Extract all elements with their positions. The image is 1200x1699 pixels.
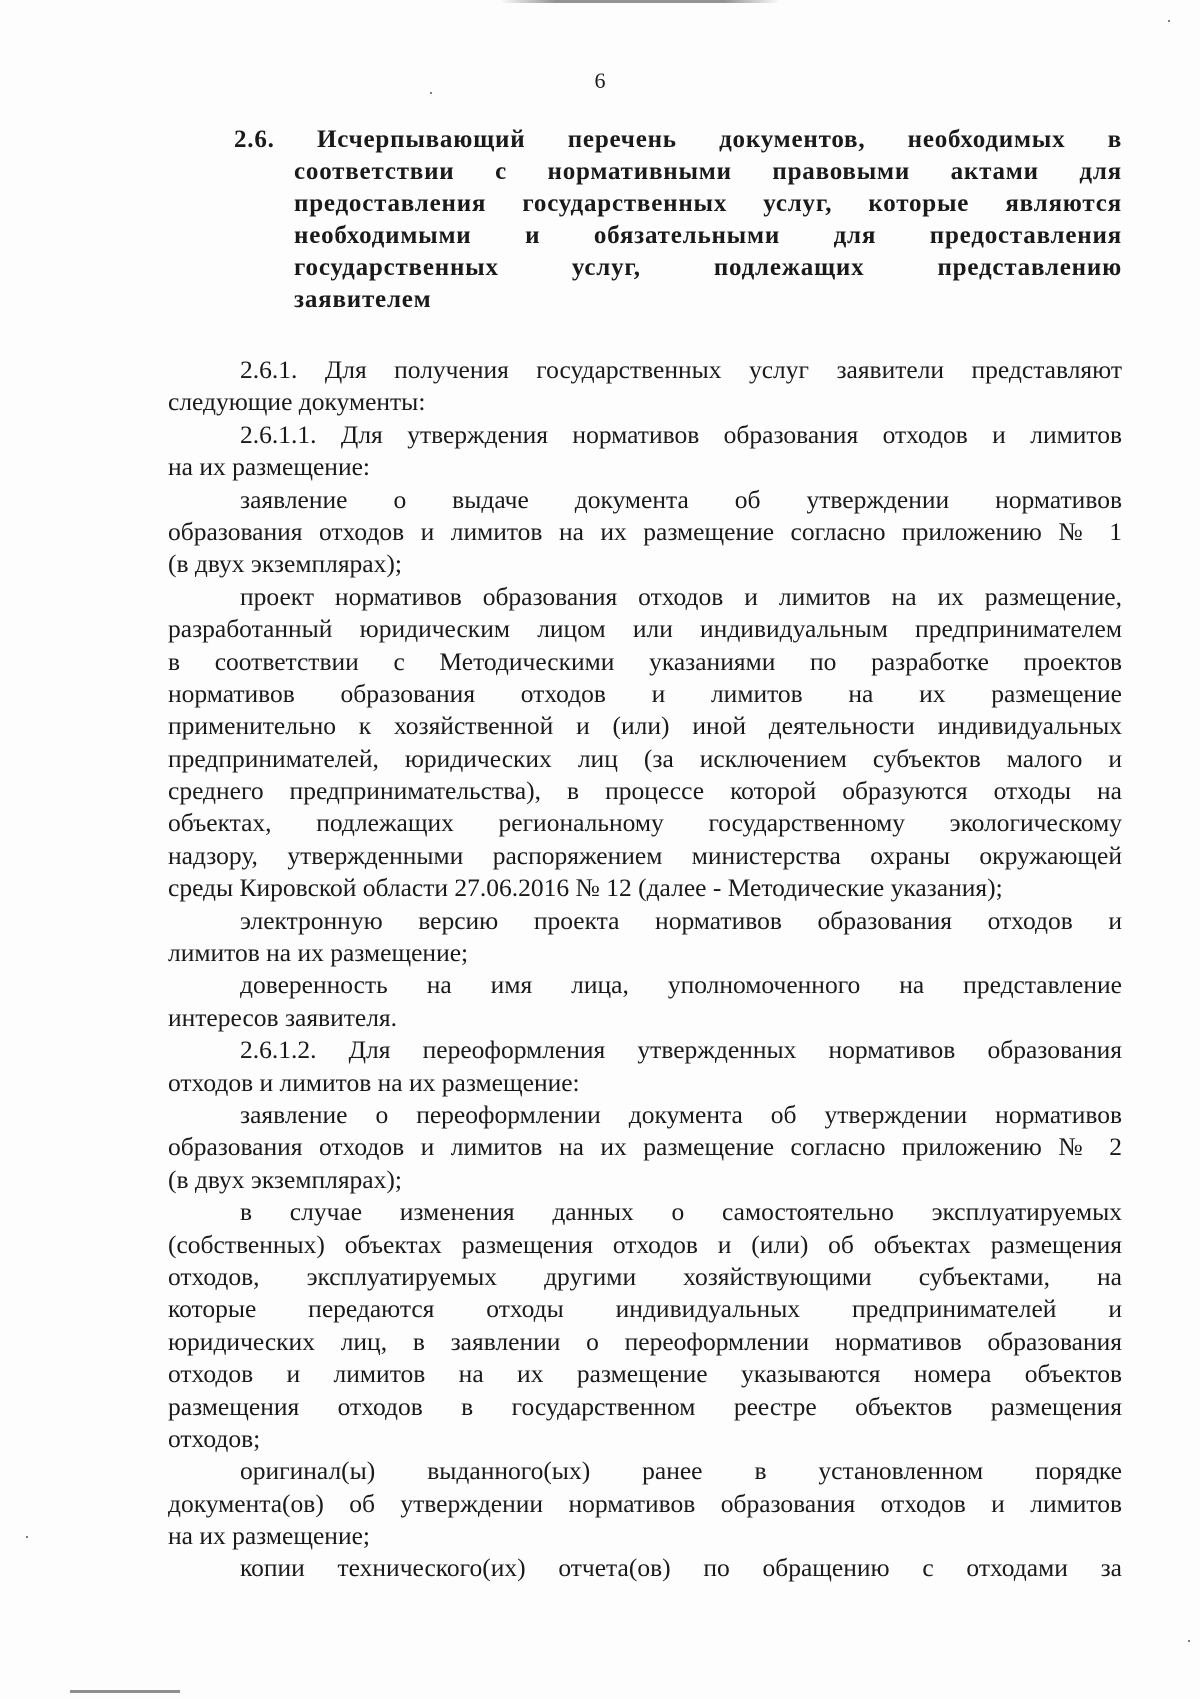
paragraph-line: юридических лиц, в заявлении о переоформлении нормативов образования <box>168 1326 1122 1356</box>
paragraph-line: среды Кировской области 27.06.2016 № 12 (далее - Методические указания); <box>168 873 1003 903</box>
paragraph-line: документа(ов) об утверждении нормативов образования отходов и лимитов <box>168 1488 1122 1518</box>
paragraph-line: копии технического(их) отчета(ов) по обращению с отходами за <box>240 1553 1122 1583</box>
paragraph-line: отходов и лимитов на их размещение: <box>168 1067 580 1097</box>
heading-line: государственных услуг, подлежащих представлению <box>294 254 1122 281</box>
body-text <box>168 354 1122 1585</box>
paragraph-line: 2.6.1.1. Для утверждения нормативов образования отходов и лимитов <box>240 419 1122 449</box>
paragraph-line: 2.6.1. Для получения государственных услуг заявители представляют <box>240 355 1122 384</box>
scan-artifact-top <box>500 0 780 3</box>
paragraph-line: объектах, подлежащих региональному государственному экологическому <box>168 808 1122 838</box>
paragraph-line: оригинал(ы) выданного(ых) ранее в установленном порядке <box>240 1456 1122 1486</box>
scan-speck <box>1168 20 1170 22</box>
paragraph-line: проект нормативов образования отходов и лимитов на их размещение, <box>240 581 1122 611</box>
scan-artifact-bottom <box>70 1690 180 1693</box>
paragraph-line: доверенность на имя лица, уполномоченного на представление <box>240 970 1122 1000</box>
paragraph-line: образования отходов и лимитов на их размещение согласно приложению № 1 <box>168 516 1122 546</box>
paragraph-line: разработанный юридическим лицом или индивидуальным предпринимателем <box>168 614 1122 644</box>
paragraph-line: лимитов на их размещение; <box>168 938 469 968</box>
page-number: 6 <box>594 68 606 93</box>
heading-line: необходимыми и обязательными для предоставления <box>294 222 1122 249</box>
paragraph-line: нормативов образования отходов и лимитов на их размещение <box>168 678 1122 708</box>
paragraph-line: (в двух экземплярах); <box>168 1164 402 1194</box>
paragraph-line: надзору, утвержденными распоряжением министерства охраны окружающей <box>168 840 1122 870</box>
paragraph-line: электронную версию проекта нормативов образования отходов и <box>240 905 1122 935</box>
scan-speck <box>26 1536 28 1538</box>
paragraph-line: отходов; <box>168 1423 261 1453</box>
paragraph-line: интересов заявителя. <box>168 1002 398 1032</box>
heading-line: заявителем <box>294 286 432 313</box>
paragraph-line: 2.6.1.2. Для переоформления утвержденных нормативов образования <box>240 1035 1122 1065</box>
paragraph-line: на их размещение: <box>168 452 370 482</box>
heading-line: 2.6. Исчерпывающий перечень документов, необходимых в <box>234 126 1122 153</box>
heading-line: предоставления государственных услуг, которые являются <box>294 190 1122 217</box>
section-heading <box>234 124 1122 316</box>
paragraph-line: следующие документы: <box>168 387 426 417</box>
paragraph-line: применительно к хозяйственной и (или) иной деятельности индивидуальных <box>168 711 1122 741</box>
paragraph-line: образования отходов и лимитов на их размещение согласно приложению № 2 <box>168 1132 1122 1162</box>
paragraph-line: в случае изменения данных о самостоятельно эксплуатируемых <box>240 1197 1122 1227</box>
paragraph-line: (в двух экземплярах); <box>168 549 402 579</box>
paragraph-line: отходов, эксплуатируемых другими хозяйствующими субъектами, на <box>168 1261 1122 1291</box>
paragraph-line: в соответствии с Методическими указаниями по разработке проектов <box>168 646 1122 676</box>
paragraph-line: предпринимателей, юридических лиц (за исключением субъектов малого и <box>168 743 1122 773</box>
paragraph-line: (собственных) объектах размещения отходов и (или) об объектах размещения <box>168 1229 1122 1259</box>
paragraph-line: отходов и лимитов на их размещение указываются номера объектов <box>168 1359 1122 1389</box>
paragraph-line: на их размещение; <box>168 1521 370 1551</box>
paragraph-line: среднего предпринимательства), в процессе которой образуются отходы на <box>168 776 1122 806</box>
paragraph-line: которые передаются отходы индивидуальных предпринимателей и <box>168 1294 1122 1324</box>
heading-line: соответствии с нормативными правовыми актами для <box>294 158 1122 185</box>
paragraph-line: заявление о переоформлении документа об утверждении нормативов <box>240 1099 1122 1129</box>
scan-speck <box>1188 1640 1190 1642</box>
paragraph-line: размещения отходов в государственном реестре объектов размещения <box>168 1391 1122 1421</box>
paragraph-line: заявление о выдаче документа об утверждении нормативов <box>240 484 1122 514</box>
